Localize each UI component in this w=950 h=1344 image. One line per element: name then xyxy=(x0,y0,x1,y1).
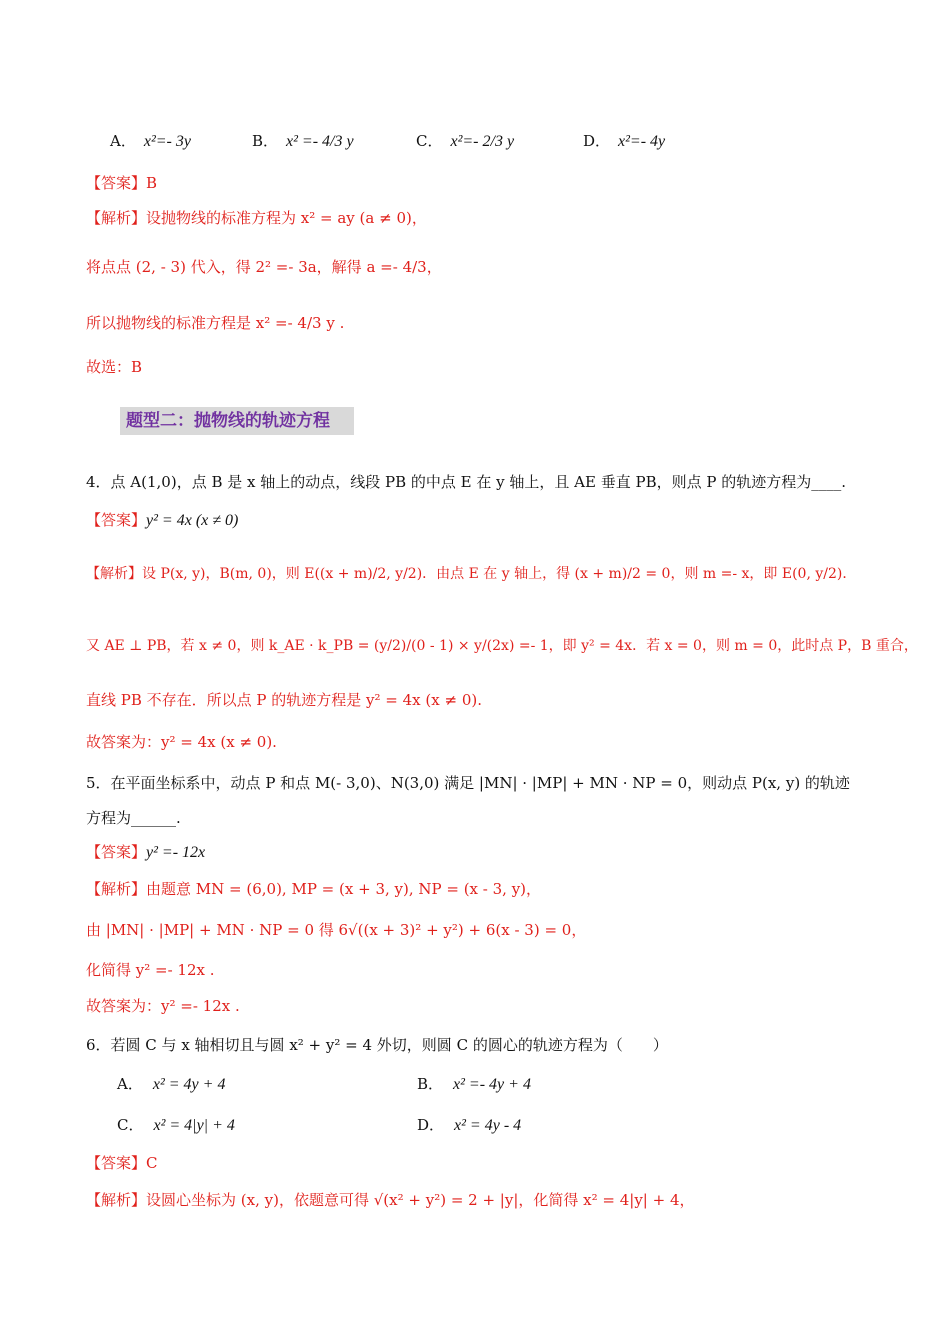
q5-analysis-line-4: 故答案为：y² =- 12x . xyxy=(86,997,240,1015)
q5-analysis-line-3: 化简得 y² =- 12x . xyxy=(86,961,215,979)
q3-option-d: D． x²=- 4y xyxy=(583,132,666,150)
q5-analysis-line-1: 【解析】由题意 MN = (6,0), MP = (x + 3, y), NP = (x - 3, y)， xyxy=(86,880,542,898)
q6-analysis: 【解析】设圆心坐标为 (x, y)，依题意可得 √(x² + y²) = 2 + |y|，化简得 x² = 4|y| + 4， xyxy=(86,1191,695,1209)
q5-question-line-2: 方程为______. xyxy=(86,809,181,827)
q6-option-a: A． x² = 4y + 4 xyxy=(117,1075,226,1093)
q6-answer: 【答案】C xyxy=(86,1154,158,1172)
q6-question: 6．若圆 C 与 x 轴相切且与圆 x² + y² = 4 外切，则圆 C 的圆心的轨迹方程为（ ） xyxy=(86,1036,668,1054)
q4-analysis-line-2: 又 AE ⊥ PB，若 x ≠ 0，则 k_AE · k_PB = (y/2)/(0 - 1) × y/(2x) =- 1，即 y² = 4x．若 x = 0，则 m = 0，此时点 P，B 重合， xyxy=(86,638,918,654)
q4-question: 4．点 A(1,0)，点 B 是 x 轴上的动点，线段 PB 的中点 E 在 y 轴上，且 AE 垂直 PB，则点 P 的轨迹方程为____. xyxy=(86,473,847,491)
section-title: 题型二：抛物线的轨迹方程 xyxy=(120,407,354,435)
q4-answer: 【答案】y² = 4x (x ≠ 0) xyxy=(86,511,239,529)
q3-analysis-line-4: 故选：B xyxy=(86,358,143,376)
q3-answer: 【答案】B xyxy=(86,174,158,192)
q6-option-d: D． x² = 4y - 4 xyxy=(417,1116,522,1134)
q6-option-c: C． x² = 4|y| + 4 xyxy=(117,1116,235,1134)
q3-analysis-line-2: 将点点 (2, - 3) 代入，得 2² =- 3a，解得 a =- 4/3， xyxy=(86,258,442,276)
q5-answer: 【答案】y² =- 12x xyxy=(86,843,206,861)
q3-option-b: B． x² =- 4/3 y xyxy=(252,132,354,150)
q3-analysis-line-3: 所以抛物线的标准方程是 x² =- 4/3 y . xyxy=(86,314,345,332)
q3-option-c: C． x²=- 2/3 y xyxy=(416,132,515,150)
q5-analysis-line-2: 由 |MN| · |MP| + MN · NP = 0 得 6√((x + 3)² + y²) + 6(x - 3) = 0， xyxy=(86,921,587,939)
q4-analysis-line-3: 直线 PB 不存在．所以点 P 的轨迹方程是 y² = 4x (x ≠ 0). xyxy=(86,691,482,709)
q3-option-a: A． x²=- 3y xyxy=(110,132,191,150)
q4-analysis-line-1: 【解析】设 P(x, y)，B(m, 0)，则 E((x + m)/2, y/2)．由点 E 在 y 轴上，得 (x + m)/2 = 0，则 m =- x，即 E(0, y/2)． xyxy=(86,566,857,582)
q6-option-b: B． x² =- 4y + 4 xyxy=(417,1075,531,1093)
q5-question-line-1: 5．在平面坐标系中，动点 P 和点 M(- 3,0)、N(3,0) 满足 |MN| · |MP| + MN · NP = 0，则动点 P(x, y) 的轨迹 xyxy=(86,774,850,792)
q4-analysis-line-4: 故答案为：y² = 4x (x ≠ 0). xyxy=(86,733,277,751)
q3-analysis-line-1: 【解析】设抛物线的标准方程为 x² = ay (a ≠ 0)， xyxy=(86,209,427,227)
